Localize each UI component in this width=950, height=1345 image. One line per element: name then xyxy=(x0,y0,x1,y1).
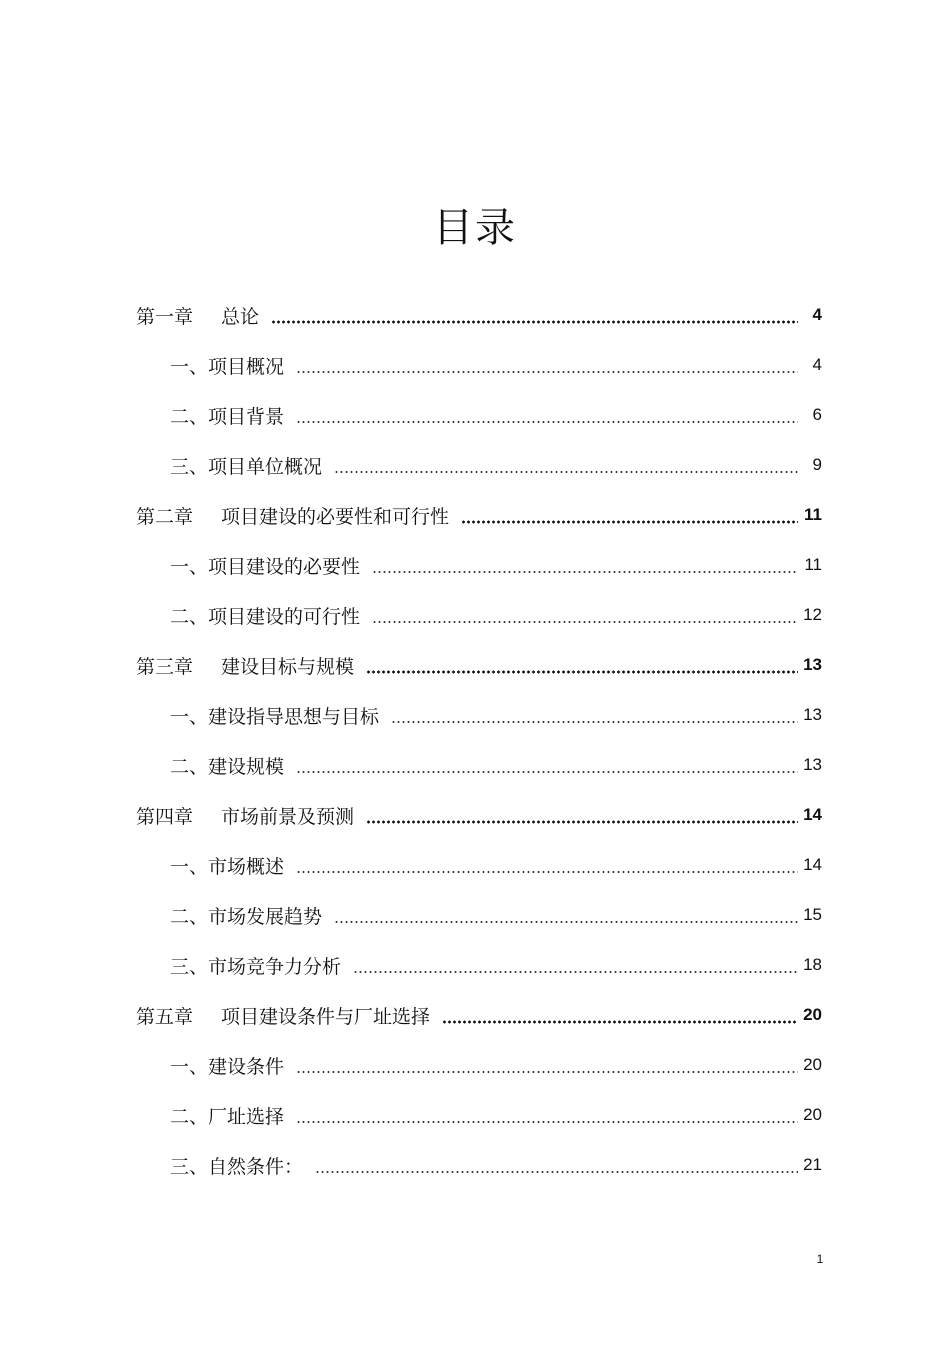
toc-dot-leader xyxy=(442,1005,798,1025)
toc-entry-label xyxy=(136,652,354,679)
toc-page-number: 11 xyxy=(804,555,822,574)
toc-page-number: 14 xyxy=(803,805,822,824)
toc-section-entry[interactable] xyxy=(170,890,822,940)
toc-chapter-entry[interactable] xyxy=(136,490,822,540)
toc-entry-label xyxy=(170,952,341,979)
toc-entry-label xyxy=(170,752,284,779)
toc-entry-label xyxy=(136,802,354,829)
toc-entry-label xyxy=(170,452,322,479)
toc-section-entry[interactable] xyxy=(170,1140,822,1190)
toc-chapter-number: 第四章 xyxy=(136,805,194,828)
toc-page-number: 11 xyxy=(804,505,822,524)
toc-section-entry[interactable] xyxy=(170,1040,822,1090)
toc-entry-title: 二、项目建设的可行性 xyxy=(170,605,361,628)
toc-section-entry[interactable] xyxy=(170,440,822,490)
toc-dot-leader xyxy=(296,855,798,875)
toc-dot-leader xyxy=(296,755,798,775)
toc-dot-leader xyxy=(353,955,798,975)
toc-section-entry[interactable] xyxy=(170,840,822,890)
toc-dot-leader xyxy=(366,655,798,675)
toc-entry-label xyxy=(170,402,284,429)
toc-page-number: 13 xyxy=(803,705,822,724)
toc-section-entry[interactable] xyxy=(170,340,822,390)
toc-entry-label xyxy=(170,352,284,379)
toc-entry-title: 建设目标与规模 xyxy=(221,655,355,678)
page-number: 1 xyxy=(816,1252,824,1266)
toc-chapter-number: 第二章 xyxy=(136,505,194,528)
toc-entry-label xyxy=(170,602,360,629)
toc-entry-title: 三、市场竞争力分析 xyxy=(170,955,342,978)
toc-dot-leader xyxy=(296,1105,798,1125)
toc-entry-title: 二、项目背景 xyxy=(170,405,285,428)
toc-dot-leader xyxy=(372,555,798,575)
toc-page-number: 4 xyxy=(812,305,822,324)
toc-page-number: 13 xyxy=(803,755,822,774)
toc-entry-label xyxy=(170,702,379,729)
toc-entry-title: 项目建设条件与厂址选择 xyxy=(221,1005,431,1028)
toc-page-number: 20 xyxy=(803,1005,822,1024)
toc-entry-label xyxy=(170,1052,284,1079)
toc-dot-leader xyxy=(391,705,798,725)
toc-entry-label xyxy=(136,302,259,329)
toc-entry-title: 一、建设指导思想与目标 xyxy=(170,705,380,728)
document-title: 目录 xyxy=(433,205,517,251)
toc-entry-title: 二、厂址选择 xyxy=(170,1105,285,1128)
toc-page-number: 13 xyxy=(803,655,822,674)
toc-section-entry[interactable] xyxy=(170,690,822,740)
toc-entry-title: 市场前景及预测 xyxy=(221,805,355,828)
toc-page-number: 6 xyxy=(812,405,822,424)
toc-page-number: 9 xyxy=(812,455,822,474)
toc-page-number: 20 xyxy=(803,1105,822,1124)
toc-entry-label xyxy=(170,1152,303,1179)
toc-entry-label xyxy=(136,1002,430,1029)
toc-chapter-number: 第五章 xyxy=(136,1005,194,1028)
toc-dot-leader xyxy=(315,1155,798,1175)
toc-dot-leader xyxy=(296,1055,798,1075)
toc-page-number: 15 xyxy=(803,905,822,924)
toc-section-entry[interactable] xyxy=(170,390,822,440)
toc-page-number: 20 xyxy=(803,1055,822,1074)
toc-dot-leader xyxy=(334,905,798,925)
toc-entry-title: 二、建设规模 xyxy=(170,755,285,778)
toc-dot-leader xyxy=(334,455,798,475)
toc-entry-title: 一、市场概述 xyxy=(170,855,285,878)
toc-entry-title: 项目建设的必要性和可行性 xyxy=(221,505,450,528)
toc-page-number: 21 xyxy=(803,1155,822,1174)
toc-dot-leader xyxy=(296,355,798,375)
toc-entry-label xyxy=(136,502,449,529)
toc-chapter-entry[interactable] xyxy=(136,290,822,340)
toc-entry-label xyxy=(170,1102,284,1129)
toc-section-entry[interactable] xyxy=(170,590,822,640)
toc-entry-label xyxy=(170,902,322,929)
toc-entry-title: 三、项目单位概况 xyxy=(170,455,323,478)
toc-chapter-entry[interactable] xyxy=(136,790,822,840)
toc-dot-leader xyxy=(372,605,798,625)
toc-entry-label xyxy=(170,552,360,579)
toc-page-number: 14 xyxy=(803,855,822,874)
toc-chapter-entry[interactable] xyxy=(136,640,822,690)
toc-page-number: 12 xyxy=(803,605,822,624)
toc-entry-title: 三、自然条件： xyxy=(170,1155,304,1178)
toc-entry-title: 一、建设条件 xyxy=(170,1055,285,1078)
toc-entry-title: 总论 xyxy=(221,305,260,328)
toc-dot-leader xyxy=(296,405,798,425)
toc-chapter-entry[interactable] xyxy=(136,990,822,1040)
toc-section-entry[interactable] xyxy=(170,740,822,790)
toc-page-number: 18 xyxy=(803,955,822,974)
toc-chapter-number: 第一章 xyxy=(136,305,194,328)
toc-entry-title: 一、项目建设的必要性 xyxy=(170,555,361,578)
toc-dot-leader xyxy=(461,505,798,525)
toc-section-entry[interactable] xyxy=(170,1090,822,1140)
toc-dot-leader xyxy=(366,805,798,825)
toc-entry-label xyxy=(170,852,284,879)
toc-page-number: 4 xyxy=(812,355,822,374)
toc-chapter-number: 第三章 xyxy=(136,655,194,678)
toc-entry-title: 一、项目概况 xyxy=(170,355,285,378)
toc-dot-leader xyxy=(271,305,798,325)
toc-section-entry[interactable] xyxy=(170,940,822,990)
toc-entry-title: 二、市场发展趋势 xyxy=(170,905,323,928)
toc-section-entry[interactable] xyxy=(170,540,822,590)
